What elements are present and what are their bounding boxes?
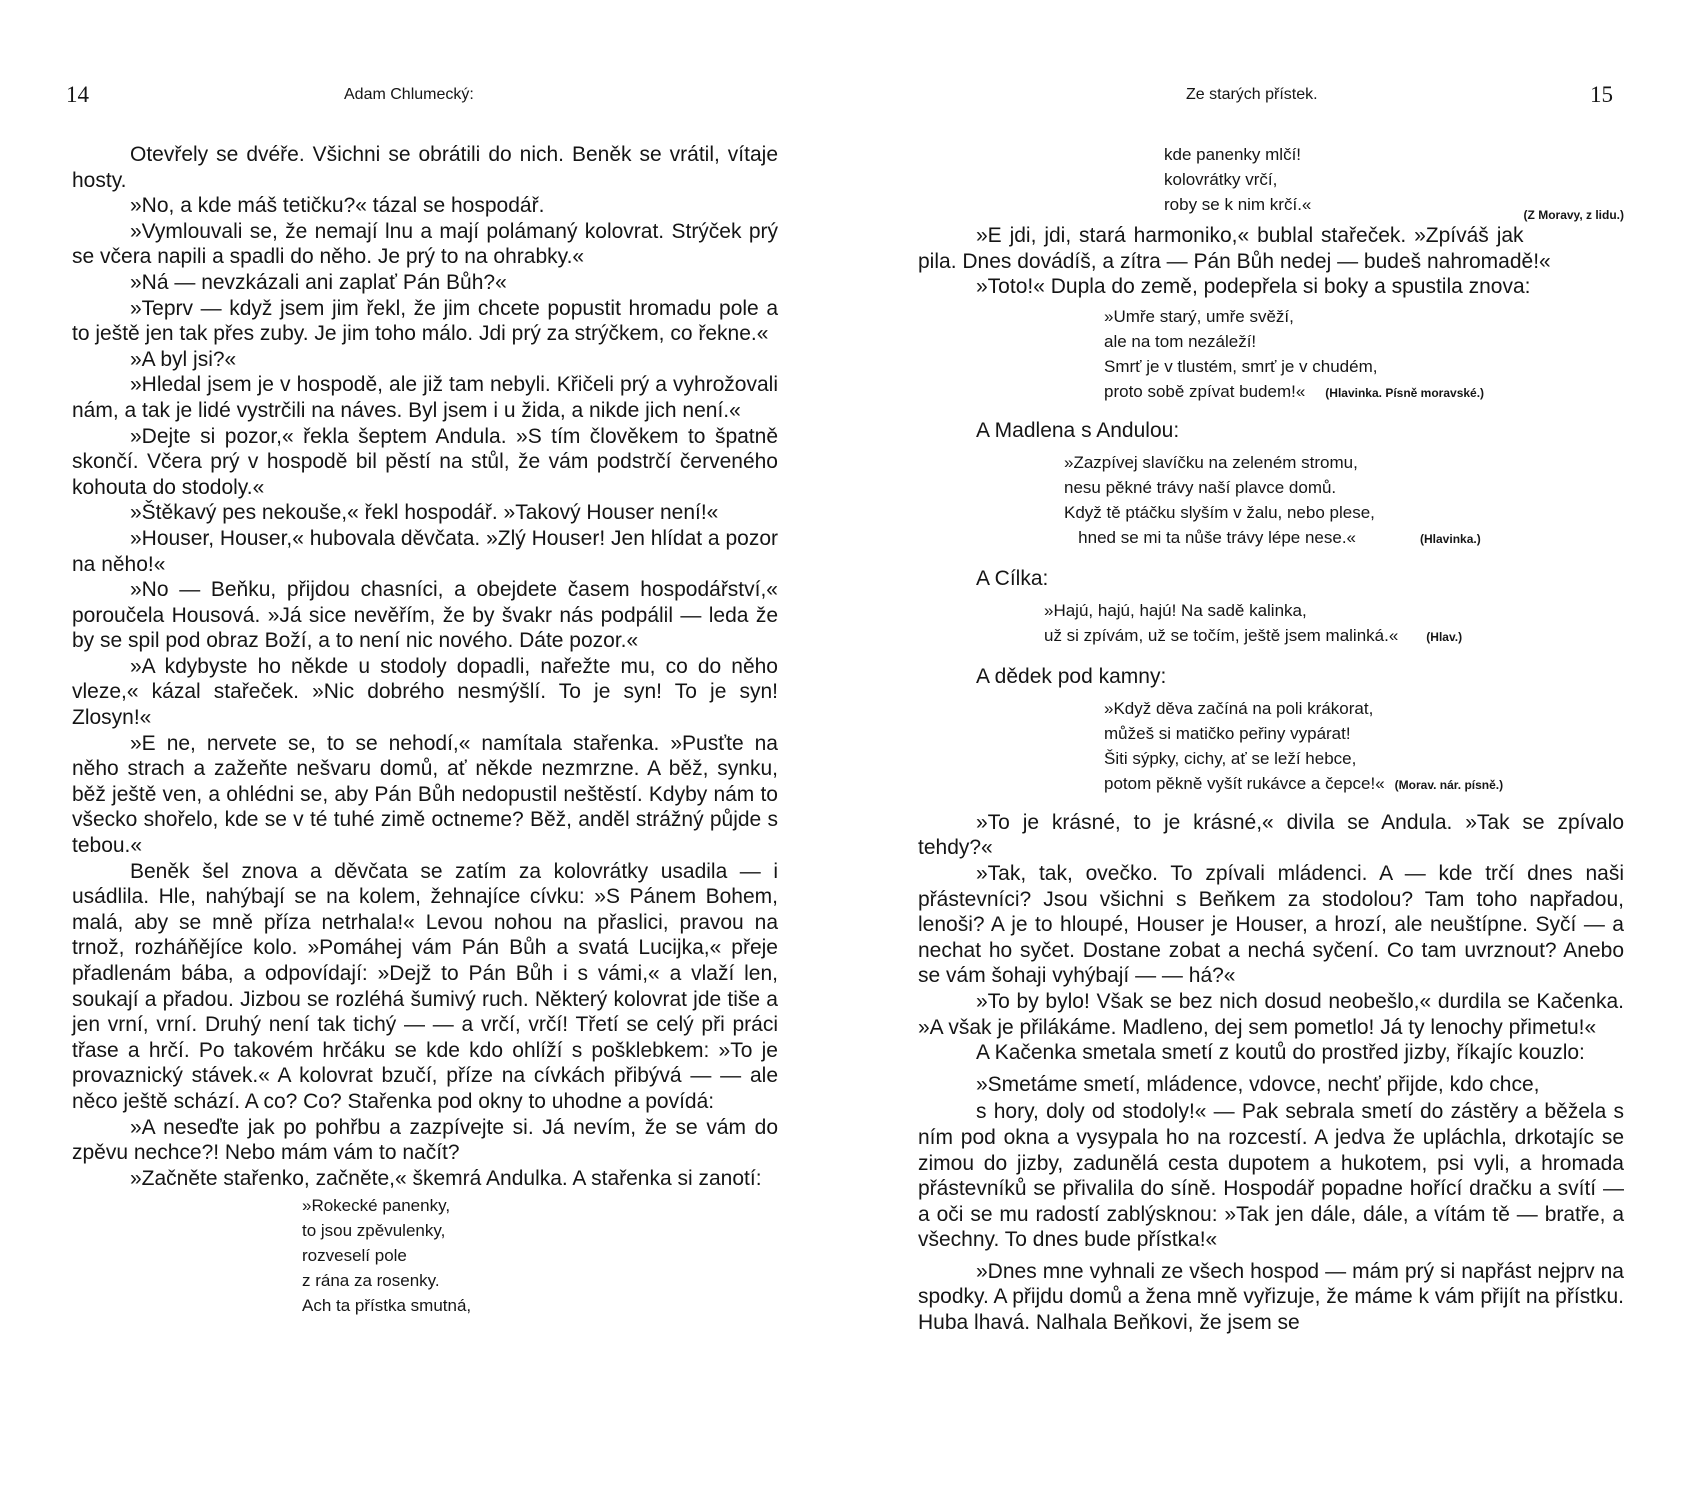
paragraph: »Dejte si pozor,« řekla šeptem Andula. »S tím člověkem to špatně skončí. Včera prý v hospodě bil pěstí na stůl, že vám podstrčí červeného kohouta do stodoly.« — [72, 424, 778, 499]
verse-line: »Zazpívej slavíčku na zeleném stromu, — [1064, 452, 1358, 472]
verse-line: »Hajú, hajú, hajú! Na sadě kalinka, — [1044, 600, 1307, 620]
paragraph: »E ne, nervete se, to se nehodí,« namítala stařenka. »Pusťte na něho strach a zažeňte nešvaru domů, ať někde nezmrzne. A běž, synku, běž ještě ven, a ohlédni se, aby Pán Bůh nedopustil neštěstí. Kdyby nám to všecko shořelo, kde se v té tuhé zimě octneme? Běž, anděl strážný půjde s tebou.« — [72, 731, 778, 858]
song-verse — [1104, 696, 1624, 798]
verse-line: »Když děva začíná na poli krákorat, — [1104, 698, 1374, 718]
paragraph: »Vymlouvali se, že nemají lnu a mají polámaný kolovrat. Strýček prý se včera napili a spadli do něho. Je prý to na ohrabky.« — [72, 219, 778, 269]
paragraph: Beněk šel znova a děvčata se zatím za kolovrátky usadila — i usádlila. Hle, nahýbají se na kolem, žehnajíce cívku: »S Pánem Bohem, malá, aby se mně příza netrhala!« Levou nohou na přaslici, pravou na trnož, rozháňějíce kolo. »Pomáhej vám Pán Bůh a svatá Lucijka,« přeje přadlenám bába, a odpovídají: »Dejž to Pán Bůh i s vámi,« a vlaží len, soukají a přadou. Jizbou se rozléhá šumivý ruch. Některý kolovrat jde tiše a jen vrní, vrní. Druhý není tak tichý — — a vrčí, vrčí! Třetí se celý při práci třase a hrčí. Po takovém hrčáku se kde kdo ohlíží s pošklebkem: »To je provaznický stávek.« A kolovrat bzučí, příze na cívkách přibývá — — ale něco ještě schází. A co? Co? Stařenka pod okny to uhodne a povídá: — [72, 859, 778, 1113]
paragraph: »To je krásné, to je krásné,« divila se Andula. »Tak se zpívalo tehdy?« — [918, 810, 1624, 860]
paragraph: »Teprv — když jsem jim řekl, že jim chcete popustit hromadu pole a to ještě jen tak přes zuby. Je jim toho málo. Jdi prý za strýčkem, co řekne.« — [72, 296, 778, 346]
paragraph: »Štěkavý pes nekouše,« řekl hospodář. »Takový Houser není!« — [130, 501, 719, 525]
running-head: Adam Chlumecký: — [344, 86, 474, 103]
song-verse — [1044, 598, 1624, 650]
song-source: (Morav. nár. písně.) — [1394, 777, 1504, 792]
paragraph: »To by bylo! Však se bez nich dosud neobešlo,« durdila se Kačenka. »A však je přilákáme. Madleno, dej sem pometlo! Já ty lenochy přimetu!« — [918, 989, 1624, 1039]
verse-line: Smrť je v tlustém, smrť je v chudém, — [1104, 356, 1378, 376]
paragraph: »Dnes mne vyhnali ze všech hospod — mám prý si napřást nejprv na spodky. A přijdu domů a žena mně vyřizuje, že máme k vám přijít na přístku. Huba lhavá. Nalhala Beňkovi, že jsem se — [918, 1259, 1624, 1335]
song-verse — [1164, 142, 1624, 222]
paragraph: »E jdi, jdi, stará harmoniko,« bublal stařeček. »Zpíváš jak pila. Dnes dovádíš, a zítra — Pán Bůh nedej — budeš nahromadě!« — [918, 224, 1551, 273]
paragraph: »No, a kde máš tetičku?« tázal se hospodář. — [130, 194, 545, 218]
speaker-heading: A Cílka: — [976, 566, 1049, 590]
verse-line: roby se k nim krčí.« (Z Moravy, z lidu.) — [1164, 192, 1624, 217]
speaker-heading: A Madlena s Andulou: — [976, 418, 1180, 442]
paragraph: »Začněte stařenko, začněte,« škemrá Andulka. A stařenka si zanotí: — [130, 1166, 762, 1190]
verse-line: z rána za rosenky. — [302, 1271, 440, 1291]
paragraph: »Houser, Houser,« hubovala děvčata. »Zlý Houser! Jen hlídat a pozor na něho!« — [72, 526, 778, 576]
right-page — [842, 0, 1684, 1500]
paragraph: »A byl jsi?« — [130, 347, 237, 371]
paragraph: »A neseďte jak po pohřbu a zazpívejte si. Já nevím, že se vám do zpěvu nechce?! Nebo mám vám to načít? — [72, 1115, 778, 1165]
paragraph: »No — Beňku, přijdou chasníci, a obejdete časem hospodářství,« poroučela Housová. »Já sice nevěřím, že by švakr nás podpálil — leda že by se spil pod obraz Boží, a to není nic nového. Dáte pozor.« — [72, 578, 778, 653]
page-number: 14 — [66, 82, 89, 107]
song-verse — [1064, 450, 1624, 552]
paragraph: s hory, doly od stodoly!« — Pak sebrala smetí do zástěry a běžela s ním pod okna a vysypala ho na rozcestí. A jedva že upláchla, drkotajíc se zimou do jizby, zadunělá cesta dupotem a hukotem, psi vyli, a hromada přástevníků se přivalila do síně. Hospodář popadne hořící dračku a svítí — a oči se mu radostí zablýsknou: »Tak jen dále, dále, a vítám tě — bratře, a všechny. To dnes bude přístka!« — [918, 1100, 1624, 1252]
page-number: 15 — [1590, 82, 1613, 107]
verse-line: kolovrátky vrčí, — [1164, 170, 1278, 189]
verse-line: »Umře starý, umře svěží, — [1104, 306, 1294, 326]
paragraph: »Toto!« Dupla do země, podepřela si boky a spustila znova: — [976, 275, 1531, 299]
verse-line: hned se mi ta nůše trávy lépe nese.« (Hlavinka.) — [1078, 527, 1481, 547]
verse-line: můžeš si matičko peřiny vypárat! — [1104, 723, 1351, 743]
paragraph: »A kdybyste ho někde u stodoly dopadli, nařežte mu, co do něho vleze,« kázal stařeček. »Nic dobrého nesmýšlí. To je syn! To je syn! Zlosyn!« — [72, 654, 778, 730]
text-column — [72, 142, 778, 1318]
verse-line: »Rokecké panenky, — [302, 1196, 451, 1216]
verse-line: to jsou zpěvulenky, — [302, 1221, 446, 1241]
song-source: (Hlavinka. Písně moravské.) — [1325, 385, 1485, 400]
verse-line: kde panenky mlčí! — [1164, 145, 1302, 164]
verse-line: už si zpívám, už se točím, ještě jsem malinká.« (Hlav.) — [1044, 625, 1463, 645]
speaker-heading: A dědek pod kamny: — [976, 664, 1167, 688]
paragraph: A Kačenka smetala smetí z koutů do prostřed jizby, říkajíc kouzlo: — [976, 1041, 1585, 1065]
paragraph: »Smetáme smetí, mládence, vdovce, nechť přijde, kdo chce, — [976, 1072, 1540, 1096]
song-source: (Z Moravy, z lidu.) — [1523, 208, 1624, 222]
song-verse — [302, 1193, 778, 1318]
song-source: (Hlavinka.) — [1420, 531, 1481, 546]
verse-line: Ach ta přístka smutná, — [302, 1296, 472, 1316]
verse-line: potom pěkně vyšít rukávce a čepce!« (Morav. nár. písně.) — [1104, 773, 1504, 793]
paragraph: »Hledal jsem je v hospodě, ale již tam nebyli. Křičeli prý a vyhrožovali nám, a tak je lidé vystrčili na náves. Byl jsem i u žida, a nikde jich není.« — [72, 373, 778, 422]
paragraph: »Ná — nevzkázali ani zaplať Pán Bůh?« — [130, 270, 507, 294]
verse-line: rozveselí pole — [302, 1246, 407, 1266]
verse-line: Když tě ptáčku slyším v žalu, nebo plese, — [1064, 502, 1375, 522]
song-source: (Hlav.) — [1426, 629, 1463, 644]
verse-line: Šiti sýpky, cichy, ať se leží hebce, — [1104, 748, 1357, 768]
song-verse — [1104, 304, 1624, 406]
verse-line: proto sobě zpívat budem!« (Hlavinka. Písně moravské.) — [1104, 381, 1485, 401]
paragraph: Otevřely se dvéře. Všichni se obrátili do nich. Beněk se vrátil, vítaje hosty. — [72, 143, 778, 192]
running-head: Ze starých přístek. — [1186, 86, 1318, 103]
verse-line: ale na tom nezáleží! — [1104, 331, 1257, 351]
text-column — [918, 142, 1624, 1336]
paragraph: »Tak, tak, ovečko. To zpívali mládenci. A — kde trčí dnes naši přástevníci? Jsou všichni s Beňkem za stodolou? Tam toho napřadou, lenoši? A je to hloupé, Houser je Houser, a hrozí, ale neuštípne. Syčí — a nechat ho syčet. Dostane zobat a nechá syčení. Co tam uvrznout? Anebo se vám šohaji vyhýbají — — há?« — [918, 861, 1624, 988]
verse-line: nesu pěkné trávy naší plavce domů. — [1064, 477, 1337, 497]
